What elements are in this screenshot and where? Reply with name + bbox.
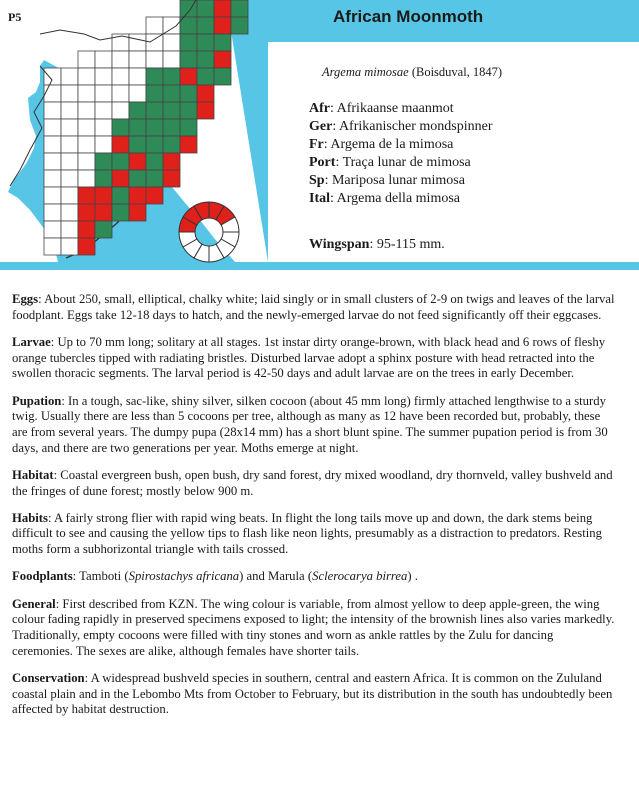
- map-cell: [180, 85, 197, 102]
- map-cell: [129, 102, 146, 119]
- lang-label: Ital: [309, 191, 330, 206]
- map-cell: [197, 17, 214, 34]
- map-cell: [95, 187, 112, 204]
- map-cell: [214, 68, 231, 85]
- section-label: Habitat: [12, 467, 54, 482]
- map-cell: [180, 51, 197, 68]
- section-label: Larvae: [12, 334, 51, 349]
- map-cell: [129, 68, 146, 85]
- map-cell: [95, 221, 112, 238]
- map-cell: [163, 170, 180, 187]
- map-cell: [61, 221, 78, 238]
- section-text: ) and Marula (: [239, 569, 313, 584]
- map-cell: [163, 119, 180, 136]
- map-cell: [214, 51, 231, 68]
- map-cell: [95, 85, 112, 102]
- name-row: [309, 172, 493, 190]
- map-cell: [197, 68, 214, 85]
- map-cell: [44, 221, 61, 238]
- map-cell: [129, 170, 146, 187]
- map-cell: [112, 68, 129, 85]
- map-cell: [95, 102, 112, 119]
- map-cell: [197, 0, 214, 17]
- map-cell: [61, 187, 78, 204]
- map-cell: [44, 204, 61, 221]
- map-cell: [78, 204, 95, 221]
- map-cell: [61, 68, 78, 85]
- map-cell: [180, 17, 197, 34]
- map-cell: [197, 85, 214, 102]
- conservation-section: [12, 671, 617, 718]
- map-cell: [129, 204, 146, 221]
- map-cell: [78, 102, 95, 119]
- map-cell: [112, 85, 129, 102]
- map-cell: [163, 153, 180, 170]
- authority: (Boisduval, 1847): [408, 65, 503, 79]
- map-cell: [231, 0, 248, 17]
- map-cell: [78, 153, 95, 170]
- map-cell: [163, 102, 180, 119]
- lang-label: Port: [309, 155, 336, 170]
- eggs-section: [12, 292, 617, 323]
- common-names: [309, 100, 493, 208]
- habitat-section: [12, 468, 617, 499]
- lang-name: : Traça lunar de mimosa: [335, 155, 471, 170]
- map-cell: [95, 170, 112, 187]
- section-text: : Tamboti (: [72, 569, 129, 584]
- map-cell: [61, 204, 78, 221]
- map-cell: [95, 153, 112, 170]
- wingspan: [309, 237, 445, 253]
- lang-label: Fr: [309, 137, 324, 152]
- section-text: : A widespread bushveld species in southern, central and eastern Africa. It is common on the Zululand coastal plain and in the Lebombo Mts from October to February, but its distribution in the south has undoubtedly been affected by habitat destruction.: [12, 670, 613, 717]
- map-cell: [61, 170, 78, 187]
- map-cell: [44, 85, 61, 102]
- map-cell: [78, 170, 95, 187]
- map-cell: [180, 68, 197, 85]
- section-text: : First described from KZN. The wing colour is variable, from almost yellow to deep apple-green, the wing colour fading rapidly in preserved specimens exposed to light; the intensity of the brownish lines also varies markedly. Traditionally, empty cocoons were filled with tiny stones and worn as ankle rattles by the Zulu for dancing ceremonies. The sexes are alike, although females have shorter tails.: [12, 596, 615, 658]
- map-cell: [163, 68, 180, 85]
- map-cell: [163, 85, 180, 102]
- map-cell: [180, 102, 197, 119]
- map-cell: [146, 34, 163, 51]
- map-cell: [61, 238, 78, 255]
- map-cell: [44, 238, 61, 255]
- lang-name: : Mariposa lunar mimosa: [324, 173, 465, 188]
- map-cell: [146, 51, 163, 68]
- name-row: [309, 154, 493, 172]
- map-cell: [95, 119, 112, 136]
- map-cell: [78, 119, 95, 136]
- lang-name: : Afrikanischer mondspinner: [332, 119, 493, 134]
- map-cell: [129, 85, 146, 102]
- name-row: [309, 136, 493, 154]
- habits-section: [12, 511, 617, 558]
- map-cell: [61, 119, 78, 136]
- lang-name: : Argema de la mimosa: [323, 137, 454, 152]
- map-cell: [112, 187, 129, 204]
- map-cell: [44, 136, 61, 153]
- map-cell: [95, 68, 112, 85]
- name-row: [309, 100, 493, 118]
- map-cell: [112, 51, 129, 68]
- map-cell: [129, 34, 146, 51]
- map-cell: [78, 68, 95, 85]
- foodplants-section: [12, 569, 617, 585]
- map-cell: [112, 204, 129, 221]
- pupation-section: [12, 394, 617, 457]
- larvae-section: [12, 335, 617, 382]
- general-section: [12, 597, 617, 660]
- map-cell: [197, 34, 214, 51]
- map-cell: [180, 119, 197, 136]
- map-cell: [44, 102, 61, 119]
- map-cell: [78, 136, 95, 153]
- map-cell: [129, 153, 146, 170]
- species-name: Argema mimosae: [322, 65, 409, 79]
- map-cell: [95, 51, 112, 68]
- plant-name: Sclerocarya birrea: [312, 569, 408, 584]
- map-cell: [112, 170, 129, 187]
- map-cell: [146, 187, 163, 204]
- name-row: [309, 190, 493, 208]
- map-cell: [112, 119, 129, 136]
- map-cell: [112, 102, 129, 119]
- map-cell: [78, 221, 95, 238]
- wingspan-label: Wingspan: [309, 237, 370, 252]
- map-cell: [78, 187, 95, 204]
- section-label: Habits: [12, 510, 48, 525]
- map-cell: [146, 68, 163, 85]
- section-label: General: [12, 596, 56, 611]
- map-cell: [129, 119, 146, 136]
- page-title: African Moonmoth: [333, 7, 484, 26]
- wingspan-value: : 95-115 mm.: [369, 237, 445, 252]
- map-cell: [146, 153, 163, 170]
- map-cell: [61, 102, 78, 119]
- name-row: [309, 118, 493, 136]
- map-cell: [214, 0, 231, 17]
- map-cell: [163, 136, 180, 153]
- section-text: ) .: [407, 569, 418, 584]
- map-cell: [214, 17, 231, 34]
- map-cell: [214, 34, 231, 51]
- lang-label: Afr: [309, 101, 330, 116]
- plant-name: Spirostachys africana: [128, 569, 240, 584]
- map-cell: [44, 119, 61, 136]
- map-cell: [61, 85, 78, 102]
- map-cell: [44, 187, 61, 204]
- species-description: [12, 292, 617, 729]
- map-cell: [146, 170, 163, 187]
- map-cell: [231, 17, 248, 34]
- map-cell: [180, 34, 197, 51]
- section-text: : About 250, small, elliptical, chalky white; laid singly or in small clusters of 2-9 on twigs and leaves of the larval foodplant. Eggs take 12-18 days to hatch, and the newly-emerged larvae do not feed significantly off their eggcases.: [12, 292, 615, 322]
- map-cell: [44, 68, 61, 85]
- scientific-name: [322, 65, 502, 80]
- map-cell: [146, 119, 163, 136]
- map-cell: [129, 187, 146, 204]
- map-cell: [146, 17, 163, 34]
- page-code: P5: [8, 10, 22, 24]
- section-label: Conservation: [12, 670, 85, 685]
- map-cell: [163, 34, 180, 51]
- lang-label: Ger: [309, 119, 333, 134]
- section-label: Eggs: [12, 292, 39, 306]
- section-text: : In a tough, sac-like, shiny silver, silken cocoon (about 45 mm long) firmly attached lengthwise to a sturdy twig. Usually there are less than 5 cocoons per tree, although as many as 12 have been recorded but, probably, these are from several years. The dumpy pupa (28x14 mm) has a short blunt spine. The summer pupation period is from 30 days, and there are two generations per year. Moths emerge at night.: [12, 393, 608, 455]
- map-cell: [146, 102, 163, 119]
- map-cell: [163, 17, 180, 34]
- map-cell: [112, 153, 129, 170]
- map-cell: [78, 85, 95, 102]
- map-cell: [163, 51, 180, 68]
- lang-name: : Afrikaanse maanmot: [330, 101, 454, 116]
- lang-name: : Argema della mimosa: [330, 191, 460, 206]
- map-cell: [146, 136, 163, 153]
- map-cell: [112, 136, 129, 153]
- map-cell: [61, 153, 78, 170]
- map-cell: [61, 136, 78, 153]
- section-text: : A fairly strong flier with rapid wing beats. In flight the long tails move up and down, the dark stems being difficult to see and causing the yellow tips to flash like neon lights, presumably as a distraction to predators. Resting moths form a subhorizontal triangle with tails crossed.: [12, 510, 602, 557]
- map-cell: [146, 85, 163, 102]
- map-cell: [180, 136, 197, 153]
- map-cell: [129, 136, 146, 153]
- map-cell: [95, 204, 112, 221]
- section-label: Foodplants: [12, 569, 73, 584]
- map-cell: [78, 51, 95, 68]
- map-cell: [95, 136, 112, 153]
- map-cell: [78, 238, 95, 255]
- lang-label: Sp: [309, 173, 325, 188]
- section-text: : Up to 70 mm long; solitary at all stages. 1st instar dirty orange-brown, with black head and 6 rows of fleshy orange tubercles tipped with radiating bristles. Disturbed larvae adopt a sphinx posture with head retracted into the swollen thoracic segments. The larval period is 42-50 days and adult larvae are on the trees in early December.: [12, 334, 606, 381]
- map-cell: [129, 51, 146, 68]
- section-text: : Coastal evergreen bush, open bush, dry sand forest, dry mixed woodland, dry thornveld, valley bushveld and the fringes of dune forest; mostly below 900 m.: [12, 467, 613, 498]
- map-cell: [197, 102, 214, 119]
- section-label: Pupation: [12, 393, 62, 408]
- map-cell: [44, 170, 61, 187]
- map-cell: [44, 153, 61, 170]
- map-cell: [197, 51, 214, 68]
